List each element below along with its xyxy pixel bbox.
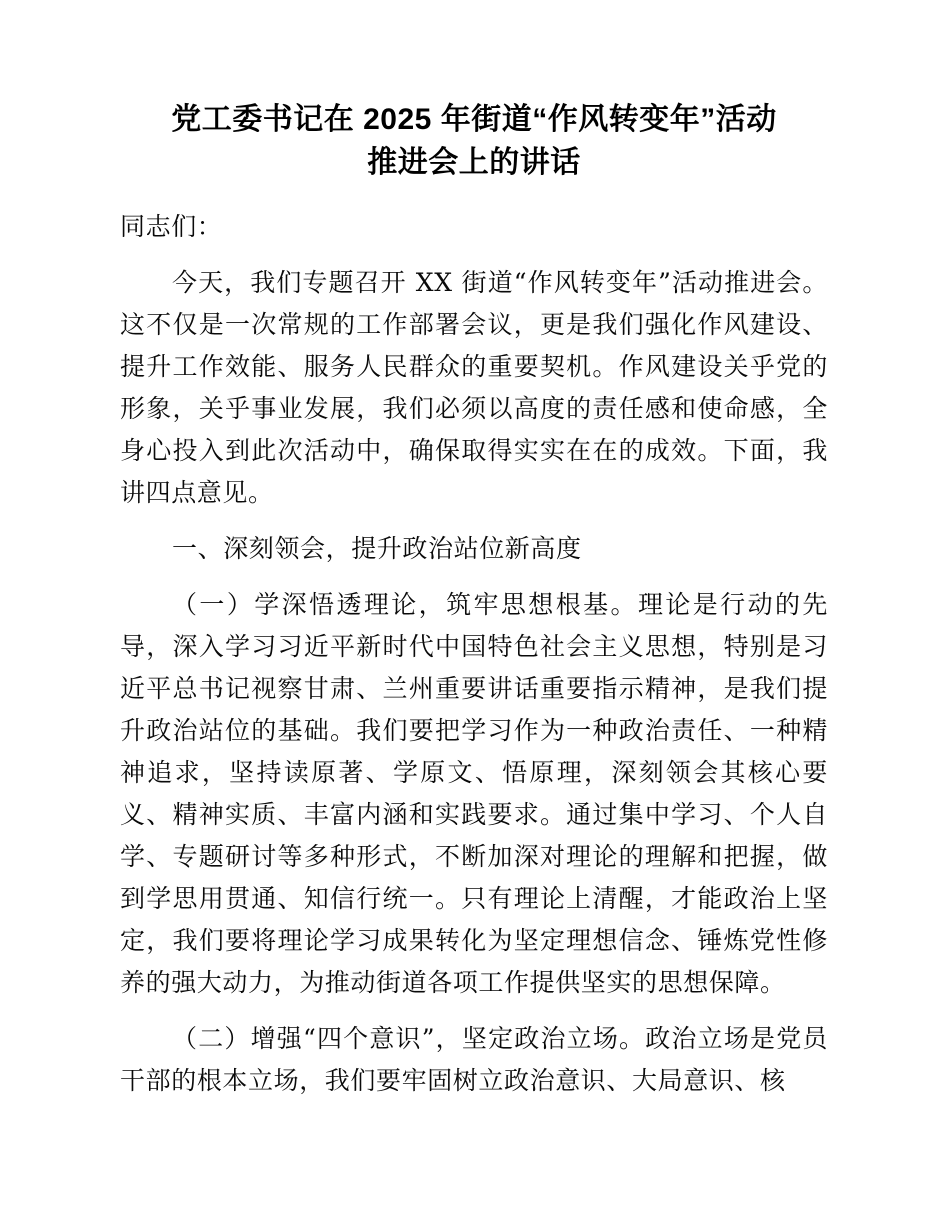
salutation: 同志们： [120,212,223,241]
paragraph-1-1: （一）学深悟透理论，筑牢思想根基。理论是行动的先导，深入学习习近平新时代中国特色社会主义思想，特别是习近平总书记视察甘肃、兰州重要讲话重要指示精神，是我们提升政治站位的基础。我们要把学习作为一种政治责任、一种精神追求，坚持读原著、学原文、悟原理，深刻领会其核心要义、精神实质、丰富内涵和实践要求。通过集中学习、个人自学、专题研讨等多种形式，不断加深对理论的理解和把握，做到学思用贯通、知信行统一。只有理论上清醒，才能政治上坚定，我们要将理论学习成果转化为坚定理想信念、锤炼党性修养的强大动力，为推动街道各项工作提供坚实的思想保障。 [120,590,828,997]
paragraph-1-2: （二）增强“四个意识”，坚定政治立场。政治立场是党员干部的根本立场，我们要牢固树立政治意识、大局意识、核 [120,1024,828,1095]
paragraph-intro: 今天，我们专题召开 XX 街道“作风转变年”活动推进会。这不仅是一次常规的工作部署会议，更是我们强化作风建设、提升工作效能、服务人民群众的重要契机。作风建设关乎党的形象，关乎事业发展，我们必须以高度的责任感和使命感，全身心投入到此次活动中，确保取得实实在在的成效。下面，我讲四点意见。 [120,268,828,507]
page-title [120,98,828,184]
title-line-1: 党工委书记在 2025 年街道“作风转变年”活动 [171,103,777,136]
title-line-2: 推进会上的讲话 [367,146,581,179]
section-heading-1: 一、深刻领会，提升政治站位新高度 [172,534,582,563]
document-body [120,98,828,1102]
